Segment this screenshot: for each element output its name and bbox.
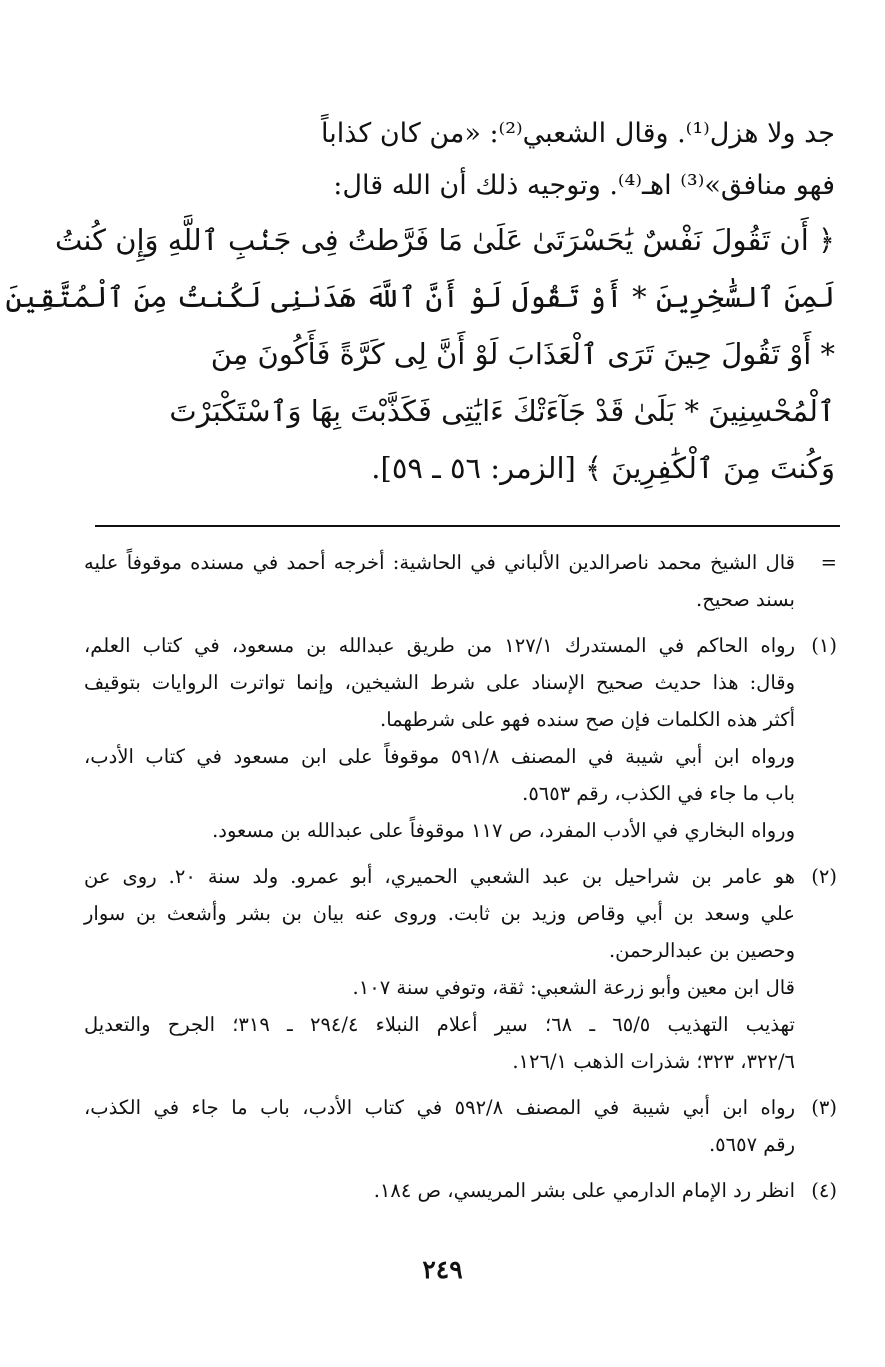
footnote-line: رقم ٥٦٥٧. bbox=[708, 1133, 795, 1156]
footnote-marker: (٢) bbox=[811, 865, 837, 888]
footnote-4 bbox=[84, 1172, 837, 1209]
footnote-body bbox=[84, 1172, 795, 1209]
footnote-line: انظر رد الإمام الدارمي على بشر المريسي، ص ١٨٤. bbox=[373, 1179, 795, 1202]
footnote-body bbox=[84, 627, 795, 849]
footnote-marker: = bbox=[820, 551, 837, 574]
footnote-body bbox=[84, 544, 795, 618]
footnote-line: وحصين بن عبدالرحمن. bbox=[608, 939, 795, 962]
quran-verse-line: ﴿ أَن تَقُولَ نَفْسٌ يَٰحَسْرَتَىٰ عَلَىٰ مَا فَرَّطتُ فِى جَنۢبِ ٱللَّهِ وَإِن كُنتُ bbox=[54, 223, 835, 257]
footnote-line: وقال: هذا حديث صحيح الإسناد على شرط الشيخين، وإنما تواترت الروايات بتوقيف bbox=[84, 671, 795, 694]
footnote-3 bbox=[84, 1089, 837, 1163]
footnote-2 bbox=[84, 858, 837, 1080]
footnote-line: تهذيب التهذيب ٦٥/٥ ـ ٦٨؛ سير أعلام النبلاء ٢٩٤/٤ ـ ٣١٩؛ الجرح والتعديل bbox=[84, 1013, 795, 1036]
footnote-line: قال الشيخ محمد ناصرالدين الألباني في الحاشية: أخرجه أحمد في مسنده موقوفاً عليه bbox=[84, 551, 795, 574]
quran-verse-line: وَكُنتَ مِنَ ٱلْكَٰفِرِينَ ﴾ [الزمر: ٥٦ ـ ٥٩]. bbox=[371, 451, 835, 485]
main-text-line: جد ولا هزل⁽¹⁾. وقال الشعبي⁽²⁾: «من كان كذاباً bbox=[320, 118, 835, 149]
main-text-line: فهو منافق»⁽³⁾ اهـ⁽⁴⁾. وتوجيه ذلك أن الله قال: bbox=[333, 170, 835, 201]
quran-verse-line: * أَوْ تَقُولَ حِينَ تَرَى ٱلْعَذَابَ لَوْ أَنَّ لِى كَرَّةً فَأَكُونَ مِنَ bbox=[210, 337, 835, 371]
footnote-line: علي وسعد بن أبي وقاص وزيد بن ثابت. وروى عنه بيان بن بشر وأشعث بن سوار bbox=[84, 902, 795, 925]
page-number: ٢٤٩ bbox=[422, 1255, 463, 1284]
footnote-line: أكثر هذه الكلمات فإن صح سنده فهو على شرطهما. bbox=[380, 708, 795, 731]
footnote-1 bbox=[84, 627, 837, 849]
footnote-line: ٣٢٢/٦، ٣٢٣؛ شذرات الذهب ١٢٦/١. bbox=[512, 1050, 795, 1073]
quran-verse-block bbox=[5, 212, 835, 497]
footnote-body bbox=[84, 858, 795, 1080]
footnote-line: باب ما جاء في الكذب، رقم ٥٦٥٣. bbox=[522, 782, 795, 805]
footnote-body bbox=[84, 1089, 795, 1163]
footnote-line: ورواه ابن أبي شيبة في المصنف ٥٩١/٨ موقوفاً على ابن مسعود في كتاب الأدب، bbox=[84, 745, 795, 768]
footnote-separator bbox=[95, 525, 840, 527]
footnote-line: قال ابن معين وأبو زرعة الشعبي: ثقة، وتوفي سنة ١٠٧. bbox=[352, 976, 795, 999]
quran-verse-line: لَمِنَ ٱلسَّٰخِرِينَ * أَوْ تَقُولَ لَوْ أَنَّ ٱللَّهَ هَدَىٰنِى لَكُنتُ مِنَ ٱلْمُتَّقِينَ bbox=[5, 280, 835, 314]
footnote-marker: (٣) bbox=[811, 1096, 837, 1119]
footnote-line: رواه ابن أبي شيبة في المصنف ٥٩٢/٨ في كتاب الأدب، باب ما جاء في الكذب، bbox=[84, 1096, 795, 1119]
footnote-marker: (١) bbox=[811, 634, 837, 657]
quran-verse-line: ٱلْمُحْسِنِينَ * بَلَىٰ قَدْ جَآءَتْكَ ءَايَٰتِى فَكَذَّبْتَ بِهَا وَٱسْتَكْبَرْتَ bbox=[169, 394, 835, 428]
footnotes bbox=[84, 544, 837, 1218]
footnote-continuation bbox=[84, 544, 837, 618]
main-text bbox=[245, 108, 835, 212]
footnote-line: ورواه البخاري في الأدب المفرد، ص ١١٧ موقوفاً على عبدالله بن مسعود. bbox=[212, 819, 795, 842]
footnote-line: رواه الحاكم في المستدرك ١٢٧/١ من طريق عبدالله بن مسعود، في كتاب العلم، bbox=[84, 634, 795, 657]
footnote-marker: (٤) bbox=[811, 1179, 837, 1202]
footnote-line: بسند صحيح. bbox=[696, 588, 795, 611]
footnote-line: هو عامر بن شراحيل بن عبد الشعبي الحميري، أبو عمرو. ولد سنة ٢٠. روى عن bbox=[84, 865, 796, 888]
